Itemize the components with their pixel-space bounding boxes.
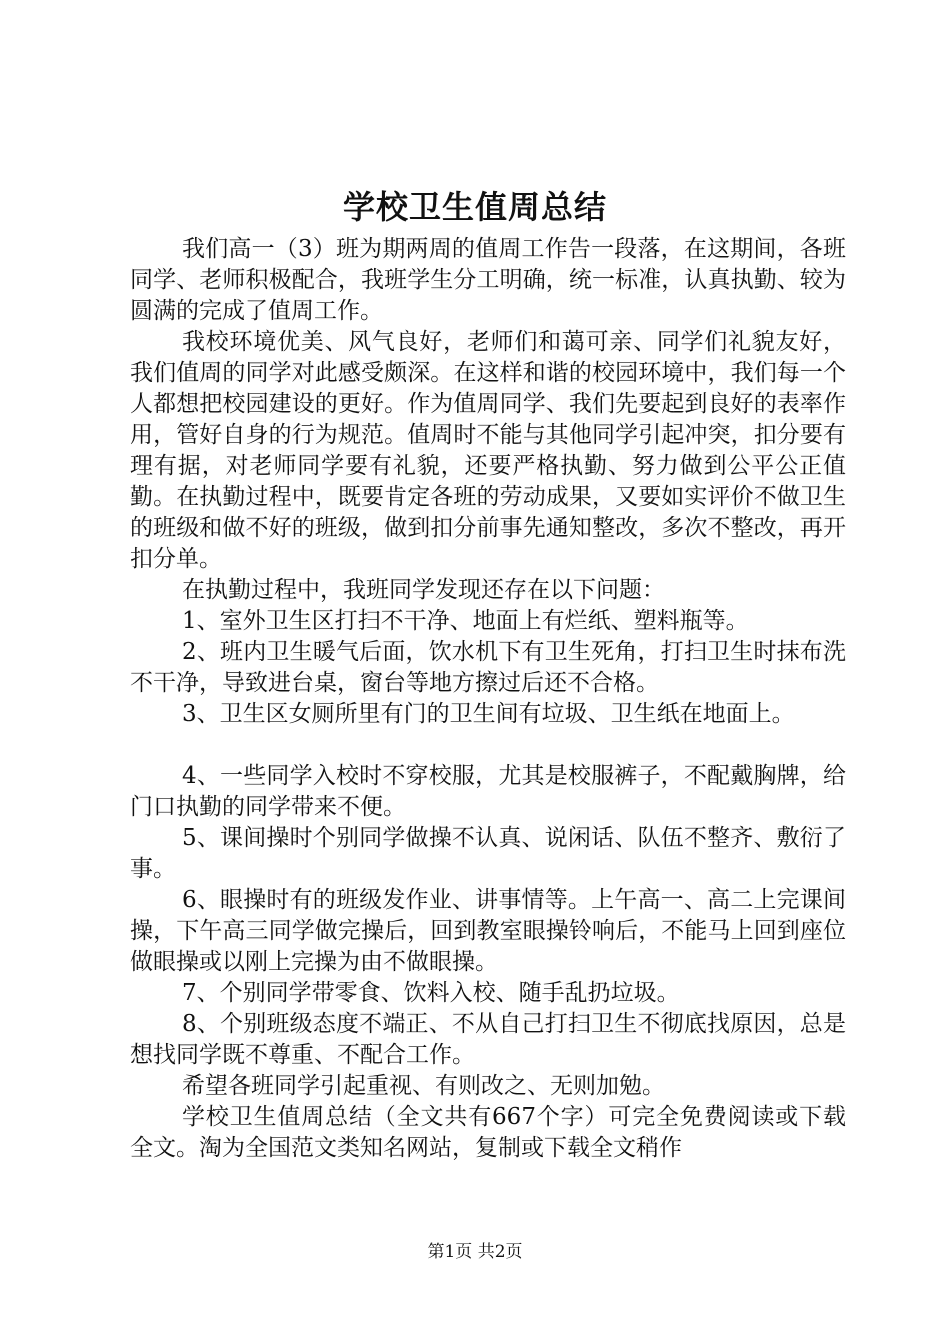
paragraph-conclusion: 希望各班同学引起重视、有则改之、无则加勉。 [182,1073,665,1099]
problem-item-3: 3、卫生区女厕所里有门的卫生间有垃圾、卫生纸在地面上。 [182,701,795,727]
problem-item-8: 8、个别班级态度不端正、不从自己打扫卫生不彻底找原因，总是想找同学既不尊重、不配合工作。 [130,1011,846,1068]
document-body [130,234,846,1164]
problem-item-6: 6、眼操时有的班级发作业、讲事情等。上午高一、高二上完课间操，下午高三同学做完操后，回到教室眼操铃响后，不能马上回到座位做眼操或以刚上完操为由不做眼操。 [130,887,846,975]
problem-item-2: 2、班内卫生暖气后面，饮水机下有卫生死角，打扫卫生时抹布洗不干净，导致进台桌，窗台等地方擦过后还不合格。 [130,639,846,696]
page-number-footer: 第1页 共2页 [427,1242,523,1262]
problem-item-5: 5、课间操时个别同学做操不认真、说闲话、队伍不整齐、敷衍了事。 [130,825,846,882]
problem-item-1: 1、室外卫生区打扫不干净、地面上有烂纸、塑料瓶等。 [182,608,749,634]
paragraph-environment: 我校环境优美、风气良好，老师们和蔼可亲、同学们礼貌友好，我们值周的同学对此感受颇深。在这样和谐的校园环境中，我们每一个人都想把校园建设的更好。作为值周同学、我们先要起到良好的表率作用，管好自身的行为规范。值周时不能与其他同学引起冲突，扣分要有理有据，对老师同学要有礼貌，还要严格执勤、努力做到公平公正值勤。在执勤过程中，既要肯定各班的劳动成果，又要如实评价不做卫生的班级和做不好的班级，做到扣分前事先通知整改，多次不整改，再开扣分单。 [130,329,846,572]
paragraph-intro: 我们高一（3）班为期两周的值周工作告一段落，在这期间，各班同学、老师积极配合，我班学生分工明确，统一标准，认真执勤、较为圆满的完成了值周工作。 [130,236,846,324]
problem-item-7: 7、个别同学带零食、饮料入校、随手乱扔垃圾。 [182,980,680,1006]
document-title: 学校卫生值周总结 [342,188,607,226]
problem-item-4: 4、一些同学入校时不穿校服，尤其是校服裤子，不配戴胸牌，给门口执勤的同学带来不便。 [130,763,846,820]
paragraph-download-note: 学校卫生值周总结（全文共有667个字）可完全免费阅读或下载全文。淘为全国范文类知名网站，复制或下载全文稍作 [130,1104,846,1161]
paragraph-problems-intro: 在执勤过程中，我班同学发现还存在以下问题： [182,577,665,603]
